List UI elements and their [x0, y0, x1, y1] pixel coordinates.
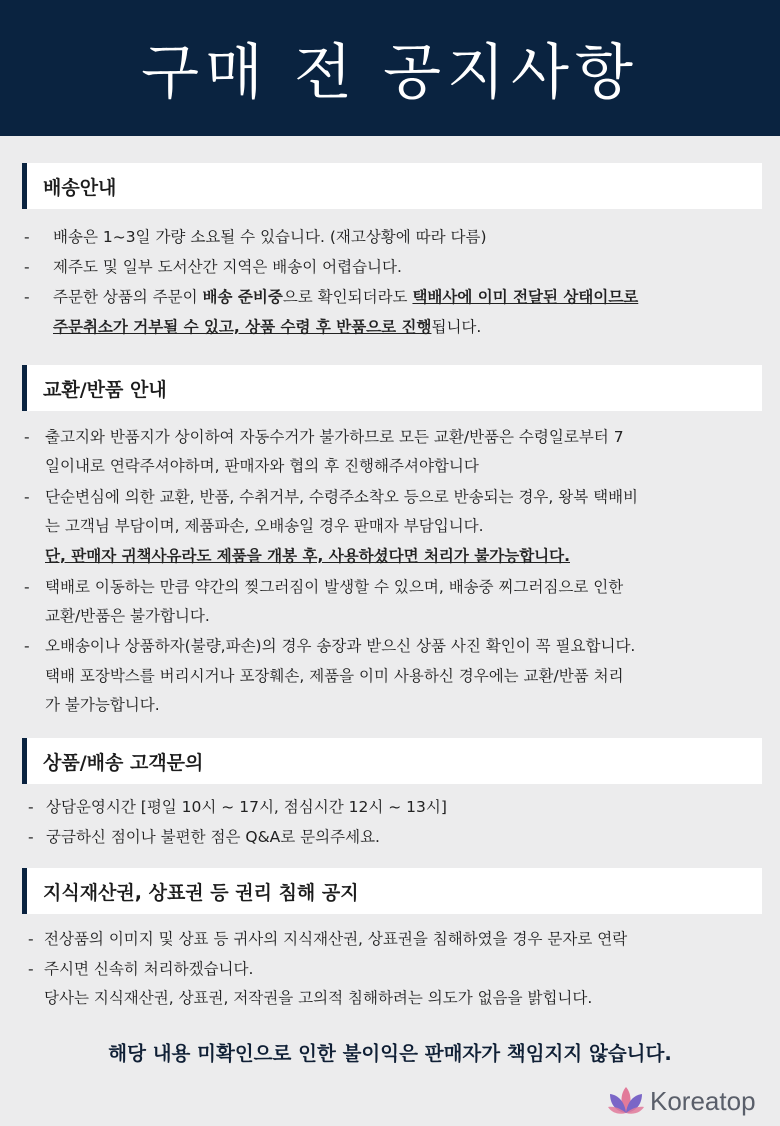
ip-line-3: 당사는 지식재산권, 상표권, 저작권을 고의적 침해하려는 의도가 없음을 밝힙니다.: [44, 989, 593, 1007]
lotus-icon: [606, 1085, 646, 1117]
exchange-line-4: 는 고객님 부담이며, 제품파손, 오배송일 경우 판매자 부담입니다.: [45, 517, 484, 535]
exchange-line-9: 택배 포장박스를 버리시거나 포장훼손, 제품을 이미 사용하신 경우에는 교환/반품 처리: [45, 667, 624, 685]
shipping-line-3d: 택배사에 이미 전달된 상태이므로: [412, 288, 639, 306]
ip-line-2: 주시면 신속히 처리하겠습니다.: [44, 960, 254, 978]
exchange-line-1: 출고지와 반품지가 상이하여 자동수거가 불가하므로 모든 교환/반품은 수령일로부터 7: [45, 428, 624, 446]
shipping-line-1: 배송은 1~3일 가량 소요될 수 있습니다. (재고상황에 따라 다름): [53, 228, 487, 246]
bullet-dash: -: [24, 288, 30, 306]
bullet-dash: -: [24, 428, 30, 446]
section-header-exchange: [22, 365, 762, 411]
exchange-line-3: 단순변심에 의한 교환, 반품, 수취거부, 수령주소착오 등으로 반송되는 경우, 왕복 택배비: [45, 488, 639, 506]
bullet-dash: -: [24, 488, 30, 506]
section-title-ip: 지식재산권, 상표권 등 권리 침해 공지: [43, 881, 359, 904]
shipping-line-2: 제주도 및 일부 도서산간 지역은 배송이 어렵습니다.: [53, 258, 402, 276]
brand-logo: [606, 1085, 756, 1117]
ip-line-1: 전상품의 이미지 및 상표 등 귀사의 지식재산권, 상표권을 침해하였을 경우 문자로 연락: [44, 930, 628, 948]
bullet-dash: -: [24, 578, 30, 596]
exchange-line-10: 가 불가능합니다.: [45, 696, 160, 714]
bullet-dash: -: [24, 637, 30, 655]
section-title-shipping: 배송안내: [43, 176, 117, 199]
shipping-line-4a: 주문취소가 거부될 수 있고, 상품 수령 후 반품으로 진행: [53, 318, 432, 336]
bullet-dash: -: [24, 228, 30, 246]
section-title-inquiry: 상품/배송 고객문의: [43, 751, 204, 774]
exchange-line-7: 교환/반품은 불가합니다.: [45, 607, 210, 625]
exchange-line-2: 일이내로 연락주셔야하며, 판매자와 협의 후 진행해주셔야합니다: [45, 457, 479, 475]
shipping-line-3a: 주문한 상품의 주문이: [53, 288, 203, 306]
page-title: 구매 전 공지사항: [141, 38, 639, 108]
shipping-line-4b: 됩니다.: [431, 318, 482, 336]
bullet-dash: -: [28, 960, 34, 978]
inquiry-line-2: 궁금하신 점이나 불편한 점은 Q&A로 문의주세요.: [46, 828, 380, 846]
bullet-dash: -: [24, 258, 30, 276]
shipping-line-3: [53, 282, 638, 312]
disclaimer-notice: 해당 내용 미확인으로 인한 불이익은 판매자가 책임지지 않습니다.: [108, 1042, 672, 1065]
inquiry-line-1: 상담운영시간 [평일 10시 ~ 17시, 점심시간 12시 ~ 13시]: [46, 798, 447, 816]
exchange-line-5: 단, 판매자 귀책사유라도 제품을 개봉 후, 사용하셨다면 처리가 불가능합니다.: [45, 547, 570, 565]
shipping-line-4: [53, 312, 481, 342]
bullet-dash: -: [28, 828, 34, 846]
exchange-line-6: 택배로 이동하는 만큼 약간의 찢그러짐이 발생할 수 있으며, 배송중 찌그러짐으로 인한: [45, 578, 624, 596]
page-header: [0, 0, 780, 136]
exchange-line-8: 오배송이나 상품하자(불량,파손)의 경우 송장과 받으신 상품 사진 확인이 꼭 필요합니다.: [45, 637, 636, 655]
logo-text: Koreatop: [650, 1085, 756, 1116]
shipping-line-3c: 으로 확인되더라도: [282, 288, 413, 306]
section-title-exchange: 교환/반품 안내: [43, 378, 167, 401]
shipping-line-3b: 배송 준비중: [202, 288, 283, 306]
section-header-shipping: [22, 163, 762, 209]
bullet-dash: -: [28, 930, 34, 948]
section-header-ip: [22, 868, 762, 914]
section-header-inquiry: [22, 738, 762, 784]
bullet-dash: -: [28, 798, 34, 816]
